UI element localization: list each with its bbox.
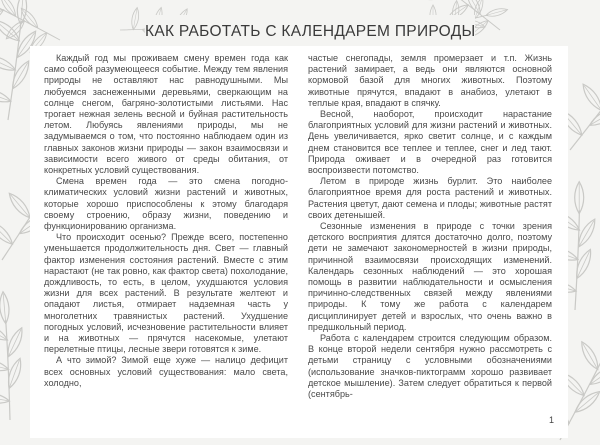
- paragraph: Сезонные изменения в природе с точки зрения детского восприятия длятся достаточно долго, поэтому дети не замечают закономерностей в жизни природы, причинной взаимосвязи происходящих изменений. Календарь сезонных наблюдений — это хорошая помощь в развитии наблюдательности и осмысления причинно-следственных связей между явлениями природы. К тому же работа с календарем дисциплинирует детей и взрослых, что очень важно в предшкольный период.: [308, 221, 552, 332]
- paragraph: Весной, наоборот, происходит нарастание благоприятных условий для жизни растений и животных. День увеличивается, ярко светит солнце, и с каждым днем становится все теплее и теплее, снег и лед тают. Природа оживает и в очередной раз готовится воспроизвести потомство.: [308, 109, 552, 176]
- left-column: [44, 53, 288, 389]
- paragraph: Каждый год мы проживаем смену времен года как само собой разумеющееся событие. Между тем явления природы не оставляют нас равнодушными. Мы любуемся заснеженными деревьями, сверкающим на солнце снегом, багряно-золотистыми листьями. Нас трогает нежная зелень весной и буйная растительность летом. Любуясь явлениями природы, мы не задумываемся о том, что постоянно наблюдаем один из главных законов жизни природы — закон взаимосвязи и зависимости всего живого от среды обитания, от конкретных условий существования.: [44, 53, 288, 176]
- title-banner: [145, 15, 475, 49]
- paragraph: А что зимой? Зимой еще хуже — налицо дефицит всех основных условий существования: мало света, холодно,: [44, 355, 288, 388]
- right-column: [308, 53, 552, 400]
- page-number: 1: [548, 415, 554, 425]
- text-panel: [30, 46, 568, 438]
- paragraph: Что происходит осенью? Прежде всего, постепенно уменьшается продолжительность дня. Свет — главный фактор изменения состояния растений. Вместе с этим нарастают (не так ровно, как фактор света) похолодание, дождливость, то есть, в целом, ухудшаются условия жизни для всех растений. В результате желтеют и опадают листья, отмирает надземная часть у многолетних травянистых растений. Ухудшение погодных условий, исчезновение растительности влияет и на животных — прячутся насекомые, улетают перелетные птицы, лесные звери готовятся к зиме.: [44, 232, 288, 355]
- page-title: КАК РАБОТАТЬ С КАЛЕНДАРЕМ ПРИРОДЫ: [145, 23, 476, 40]
- paragraph: частые снегопады, земля промерзает и т.п. Жизнь растений замирает, а ведь они являются основной кормовой базой для многих животных. Поэтому животные прячутся, впадают в анабиоз, улетают в теплые края, впадают в спячку.: [308, 53, 552, 108]
- paragraph: Смена времен года — это смена погодно-климатических условий жизни растений и животных, которые хорошо приспособлены к этому благодаря своему строению, образу жизни, поведению и функционированию организма.: [44, 176, 288, 232]
- paragraph: Работа с календарем строится следующим образом. В конце второй недели сентября нужно рассмотреть с детьми страницу с условными обозначениями (использование значков-пиктограмм хорошо развивает детское мышление). Затем следует обратиться к первой (сентябрь-: [308, 333, 552, 400]
- paragraph: Летом в природе жизнь бурлит. Это наиболее благоприятное время для роста растений и животных. Растения цветут, дают семена и плоды; животные растят своих детенышей.: [308, 176, 552, 220]
